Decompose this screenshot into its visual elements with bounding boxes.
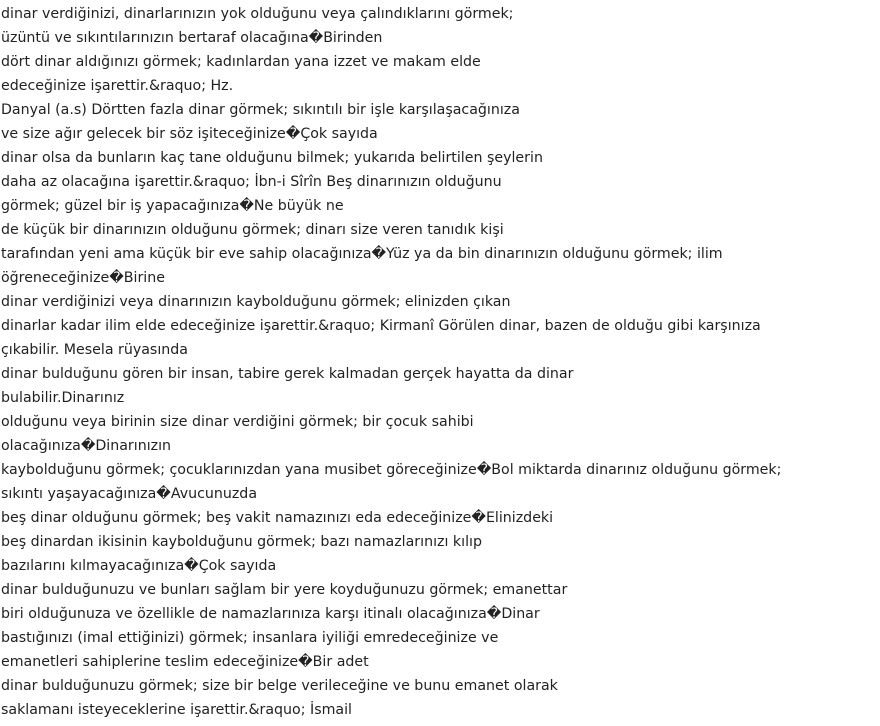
text-line-18: olduğunu veya birinin size dinar verdiğini görmek; bir çocuk sahibi (1, 414, 474, 430)
text-line-24: bazılarını kılmayacağınıza�Çok sayıda (1, 558, 277, 574)
text-line-10: de küçük bir dinarınızın olduğunu görmek; dinarı size veren tanıdık kişi (1, 222, 504, 238)
text-line-14: dinarlar kadar ilim elde edeceğinize işarettir.&raquo; Kirmanî Görülen dinar, bazen de olduğu gibi karşınıza (1, 318, 761, 334)
text-line-13: dinar verdiğinizi veya dinarınızın kaybolduğunu görmek; elinizden çıkan (1, 294, 511, 310)
text-line-9: görmek; güzel bir iş yapacağınıza�Ne büyük ne (1, 198, 344, 214)
text-line-27: bastığınızı (imal ettiğinizi) görmek; insanlara iyiliği emredeceğinize ve (1, 630, 499, 646)
text-line-8: daha az olacağına işarettir.&raquo; İbn-i Sîrîn Beş dinarınızın olduğunu (1, 174, 502, 190)
text-line-12: öğreneceğinize�Birine (1, 270, 165, 286)
text-line-5: Danyal (a.s) Dörtten fazla dinar görmek; sıkıntılı bir işle karşılaşacağınıza (1, 102, 520, 118)
text-line-21: sıkıntı yaşayacağınıza�Avucunuzda (1, 486, 258, 502)
text-line-7: dinar olsa da bunların kaç tane olduğunu bilmek; yukarıda belirtilen şeylerin (1, 150, 543, 166)
text-line-28: emanetleri sahiplerine teslim edeceğinize�Bir adet (1, 654, 369, 670)
text-line-17: bulabilir.Dinarınız (1, 390, 125, 406)
text-line-4: edeceğinize işarettir.&raquo; Hz. (1, 78, 234, 94)
text-line-2: üzüntü ve sıkıntılarınızın bertaraf olacağına�Birinden (1, 30, 383, 46)
text-line-6: ve size ağır gelecek bir söz işiteceğinize�Çok sayıda (1, 126, 378, 142)
text-line-23: beş dinardan ikisinin kaybolduğunu görmek; bazı namazlarınızı kılıp (1, 534, 482, 550)
text-line-16: dinar bulduğunu gören bir insan, tabire gerek kalmadan gerçek hayatta da dinar (1, 366, 574, 382)
text-line-30: saklamanı isteyeceklerine işarettir.&raquo; İsmail (1, 702, 352, 718)
text-line-3: dört dinar aldığınızı görmek; kadınlardan yana izzet ve makam elde (1, 54, 481, 70)
text-line-15: çıkabilir. Mesela rüyasında (1, 342, 188, 358)
text-line-19: olacağınıza�Dinarınızın (1, 438, 172, 454)
text-line-1: dinar verdiğinizi, dinarlarınızın yok olduğunu veya çalındıklarını görmek; (1, 6, 514, 22)
text-line-11: tarafından yeni ama küçük bir eve sahip olacağınıza�Yüz ya da bin dinarınızın olduğunu görmek; ilim (1, 246, 723, 262)
text-line-25: dinar bulduğunuzu ve bunları sağlam bir yere koyduğunuzu görmek; emanettar (1, 582, 568, 598)
text-line-20: kaybolduğunu görmek; çocuklarınızdan yana musibet göreceğinize�Bol miktarda dinarınız olduğunu görmek; (1, 462, 782, 478)
text-line-29: dinar bulduğunuzu görmek; size bir belge verileceğine ve bunu emanet olarak (1, 678, 558, 694)
text-line-26: biri olduğunuza ve özellikle de namazlarınıza karşı itinalı olacağınıza�Dinar (1, 606, 540, 622)
text-line-22: beş dinar olduğunu görmek; beş vakit namazınızı eda edeceğinize�Elinizdeki (1, 510, 554, 526)
